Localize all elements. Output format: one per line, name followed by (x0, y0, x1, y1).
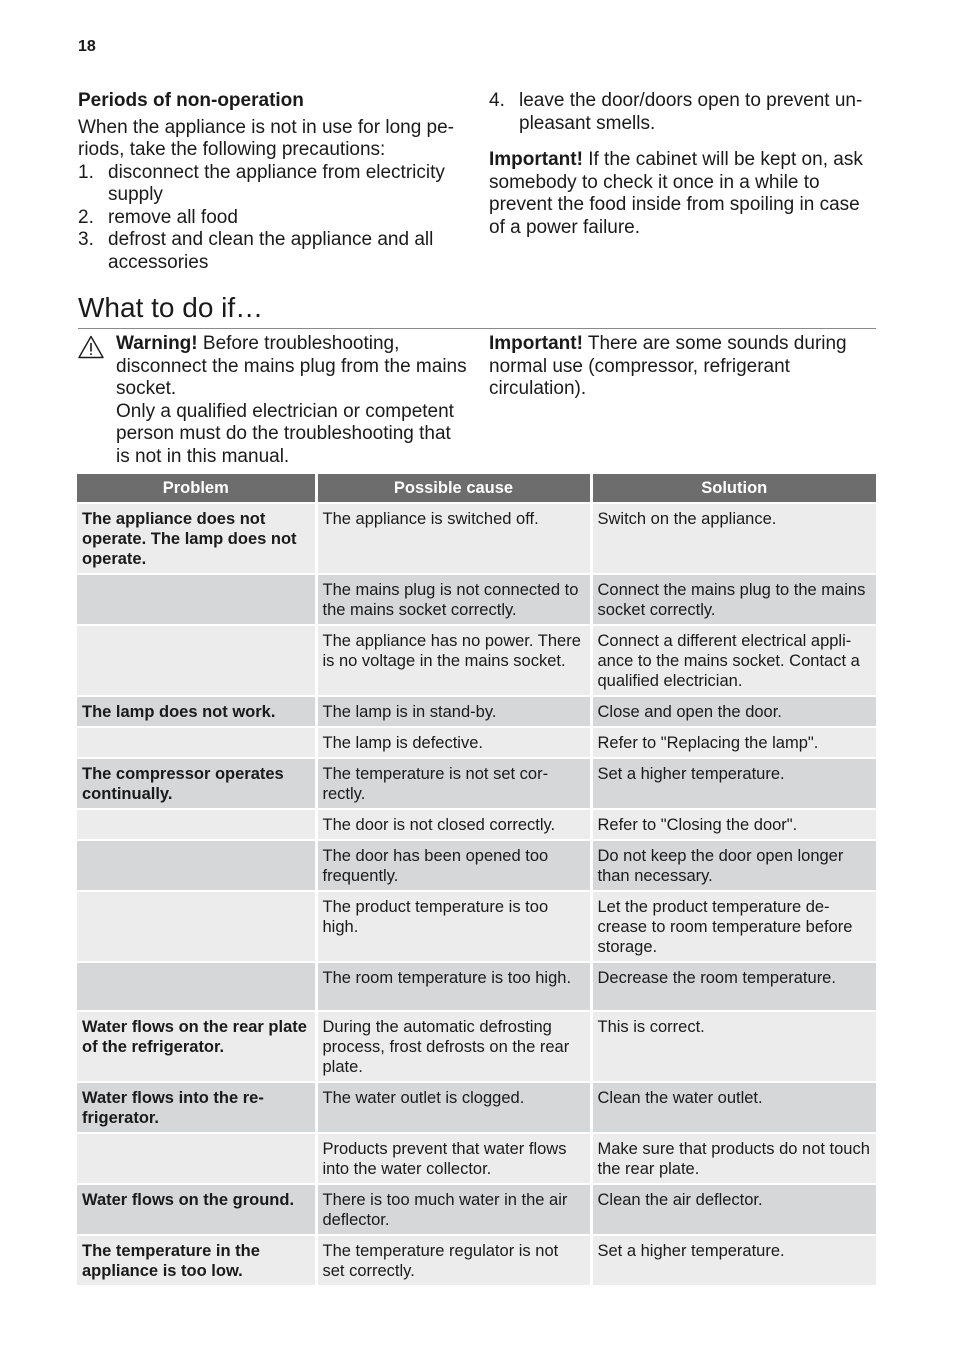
problem-cell (77, 840, 316, 891)
important-text: There are some sounds during normal use (compressor, refrigerant circulation). (489, 333, 847, 399)
problem-cell: The appliance does not operate. The lamp does not operate. (77, 503, 316, 574)
header-solution: Solution (591, 474, 876, 503)
troubleshooting-table (77, 474, 876, 1285)
periods-heading: Periods of non-operation (78, 90, 304, 111)
problem-cell (77, 1133, 316, 1184)
warning-paragraph (116, 333, 468, 401)
cause-cell: The appliance has no power. There is no voltage in the mains socket. (316, 625, 591, 696)
cause-cell: During the automatic defrosting process, frost defrosts on the rear plate. (316, 1011, 591, 1082)
table-row (77, 1082, 876, 1133)
cause-cell: The lamp is defective. (316, 727, 591, 758)
cause-cell: The mains plug is not connected to the mains socket correctly. (316, 574, 591, 625)
problem-cell (77, 625, 316, 696)
solution-cell: Close and open the door. (591, 696, 876, 727)
solution-cell: Let the product temperature de- crease to room temperature before storage. (591, 891, 876, 962)
table-row (77, 1184, 876, 1235)
table-row (77, 891, 876, 962)
step-number: 1. (78, 161, 94, 183)
step-text: defrost and clean the appliance and all accessories (108, 229, 434, 273)
solution-cell: This is correct. (591, 1011, 876, 1082)
cause-cell: The product temperature is too high. (316, 891, 591, 962)
solution-cell: Refer to "Closing the door". (591, 809, 876, 840)
cause-cell: The water outlet is clogged. (316, 1082, 591, 1133)
problem-cell: Water flows on the ground. (77, 1184, 316, 1235)
cause-cell: Products prevent that water flows into the water collector. (316, 1133, 591, 1184)
problem-cell (77, 727, 316, 758)
solution-cell: Clean the air deflector. (591, 1184, 876, 1235)
cause-cell: The door has been opened too frequently. (316, 840, 591, 891)
solution-cell: Connect the mains plug to the mains socket correctly. (591, 574, 876, 625)
table-row (77, 574, 876, 625)
step-item (78, 162, 468, 207)
problem-cell (77, 574, 316, 625)
solution-cell: Set a higher temperature. (591, 758, 876, 809)
important-sounds (489, 333, 879, 401)
periods-intro: When the appliance is not in use for long pe- riods, take the following precautions: (78, 116, 455, 160)
problem-cell: Water flows on the rear plate of the refrigerator. (77, 1011, 316, 1082)
cause-cell: The temperature is not set cor- rectly. (316, 758, 591, 809)
table-row (77, 840, 876, 891)
step-number: 3. (78, 229, 94, 250)
step-item (78, 229, 468, 274)
cause-cell: The lamp is in stand-by. (316, 696, 591, 727)
cause-cell: The door is not closed correctly. (316, 809, 591, 840)
problem-cell (77, 809, 316, 840)
step-text: remove all food (108, 206, 238, 228)
table-row (77, 758, 876, 809)
table-row (77, 503, 876, 574)
table-row (77, 1235, 876, 1285)
header-problem: Problem (77, 474, 316, 503)
problem-cell: The lamp does not work. (77, 696, 316, 727)
table-row (77, 962, 876, 1011)
problem-cell: The temperature in the appliance is too low. (77, 1235, 316, 1285)
table-row (77, 727, 876, 758)
solution-cell: Clean the water outlet. (591, 1082, 876, 1133)
warning-label: Warning! (116, 333, 198, 354)
solution-cell: Switch on the appliance. (591, 503, 876, 574)
important-note-storage (489, 149, 879, 239)
periods-section (78, 90, 468, 274)
problem-cell: Water flows into the re- frigerator. (77, 1082, 316, 1133)
important-label: Important! (489, 149, 583, 170)
solution-cell: Set a higher temperature. (591, 1235, 876, 1285)
step-item (489, 90, 879, 135)
cause-cell: The room temperature is too high. (316, 962, 591, 1011)
table-header-row (77, 474, 876, 503)
warning-paragraph-2: Only a qualified electrician or competent person must do the troubleshooting that is not in this manual. (116, 400, 454, 467)
solution-cell: Make sure that products do not touch the rear plate. (591, 1133, 876, 1184)
table-row (77, 625, 876, 696)
periods-continued (489, 90, 879, 239)
warning-text: Before troubleshooting, disconnect the mains plug from the mains socket. (116, 333, 467, 399)
solution-cell: Refer to "Replacing the lamp". (591, 727, 876, 758)
cause-cell: The appliance is switched off. (316, 503, 591, 574)
step-number: 2. (78, 206, 94, 228)
periods-steps-continued (489, 90, 879, 135)
header-possible-cause: Possible cause (316, 474, 591, 503)
step-text: leave the door/doors open to prevent un- pleasant smells. (519, 90, 863, 134)
warning-triangle-icon (78, 335, 104, 359)
solution-cell: Do not keep the door open longer than necessary. (591, 840, 876, 891)
warning-block (78, 333, 468, 468)
important-text: If the cabinet will be kept on, ask somebody to check it once in a while to prevent the food inside from spoiling in case of a power failure. (489, 149, 863, 238)
step-text: disconnect the appliance from electricity supply (108, 161, 445, 205)
table-row (77, 1133, 876, 1184)
solution-cell: Decrease the room temperature. (591, 962, 876, 1011)
problem-cell: The compressor operates continually. (77, 758, 316, 809)
important-label: Important! (489, 333, 583, 354)
table-row (77, 696, 876, 727)
section-title: What to do if… (78, 292, 876, 329)
step-item (78, 207, 468, 230)
cause-cell: The temperature regulator is not set correctly. (316, 1235, 591, 1285)
table-row (77, 1011, 876, 1082)
cause-cell: There is too much water in the air deflector. (316, 1184, 591, 1235)
page-number: 18 (78, 38, 96, 55)
important-sounds-block (489, 333, 879, 401)
problem-cell (77, 891, 316, 962)
step-number: 4. (489, 90, 505, 111)
solution-cell: Connect a different electrical appli- ance to the mains socket. Contact a qualified electrician. (591, 625, 876, 696)
table-row (77, 809, 876, 840)
periods-steps (78, 162, 468, 275)
problem-cell (77, 962, 316, 1011)
